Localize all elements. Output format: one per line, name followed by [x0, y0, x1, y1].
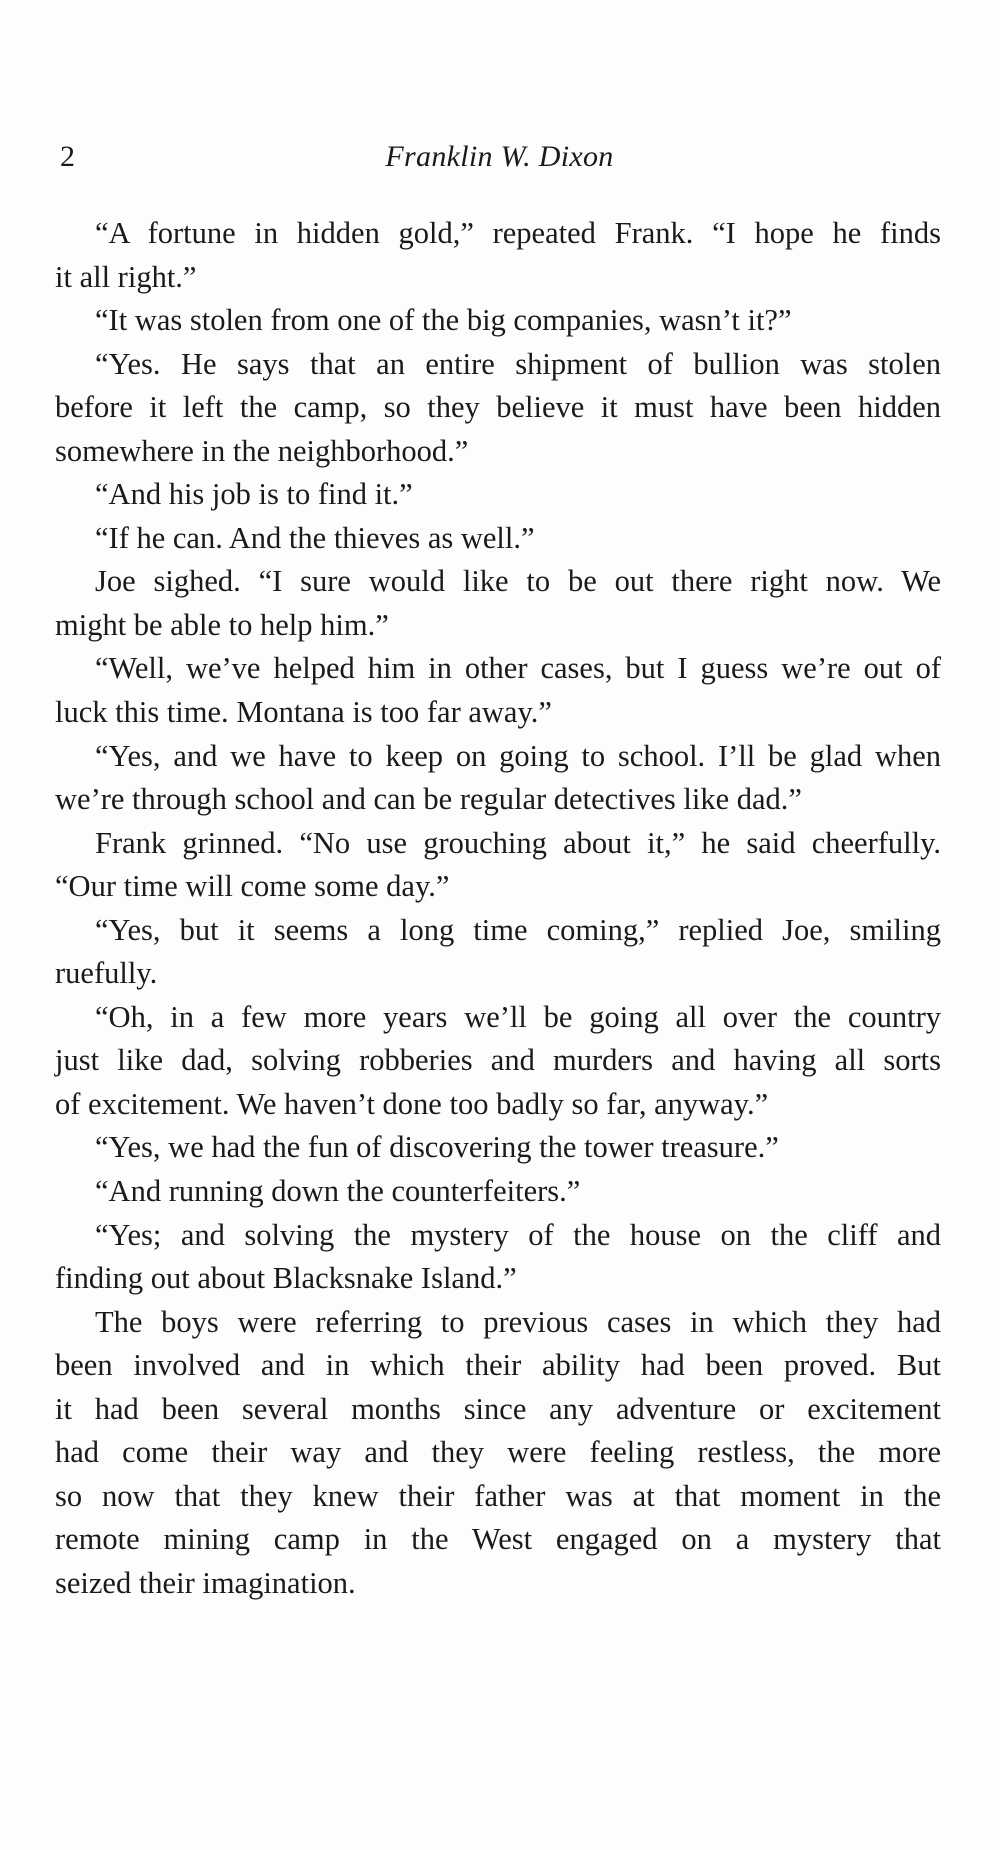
text-line: [55, 343, 941, 387]
text-line: [55, 473, 941, 517]
text-line: [55, 560, 941, 604]
text-line: [55, 1518, 941, 1562]
text-line: [55, 735, 941, 779]
text-line-content: finding out about Blacksnake Island.”: [55, 1261, 517, 1296]
text-line-content: “Yes, we had the fun of discovering the tower treasure.”: [95, 1130, 779, 1165]
text-line: [55, 778, 941, 822]
text-line: [55, 1388, 941, 1432]
text-line: [55, 996, 941, 1040]
text-line-content: had come their way and they were feeling restless, the more: [55, 1435, 941, 1470]
text-line: [55, 212, 941, 256]
text-line: [55, 691, 941, 735]
text-line-content: “Yes, but it seems a long time coming,” replied Joe, smiling: [95, 912, 941, 947]
text-line: [55, 386, 941, 430]
body-text: [55, 212, 941, 1606]
page-header: [57, 140, 942, 182]
text-line: [55, 1083, 941, 1127]
text-line: [55, 1431, 941, 1475]
page-number: 2: [60, 140, 75, 173]
text-line-content: “A fortune in hidden gold,” repeated Frank. “I hope he finds: [95, 216, 941, 250]
text-line-content: “And running down the counterfeiters.”: [95, 1174, 581, 1209]
text-line: [55, 822, 941, 866]
text-line-content: “And his job is to find it.”: [95, 477, 413, 512]
text-line-content: “Well, we’ve helped him in other cases, but I guess we’re out of: [95, 651, 941, 686]
text-line: [55, 430, 941, 474]
text-line-content: “It was stolen from one of the big companies, wasn’t it?”: [95, 303, 792, 338]
text-line-content: it had been several months since any adventure or excitement: [55, 1391, 941, 1426]
text-line-content: been involved and in which their ability had been proved. But: [55, 1348, 941, 1383]
text-line: [55, 1344, 941, 1388]
text-line-content: of excitement. We haven’t done too badly so far, anyway.”: [55, 1086, 769, 1121]
text-line-content: “Yes. He says that an entire shipment of bullion was stolen: [95, 346, 941, 381]
text-line-content: before it left the camp, so they believe it must have been hidden: [55, 390, 942, 425]
text-line-content: so now that they knew their father was at that moment in the: [55, 1478, 941, 1513]
text-line: [55, 1301, 941, 1345]
text-line-content: it all right.”: [55, 259, 197, 294]
text-line-content: “Our time will come some day.”: [55, 869, 450, 904]
text-line-content: might be able to help him.”: [55, 607, 389, 642]
text-line-content: just like dad, solving robberies and murders and having all sorts: [55, 1043, 941, 1078]
text-line: [55, 1126, 941, 1170]
running-header: Franklin W. Dixon: [385, 140, 614, 173]
text-line-content: Joe sighed. “I sure would like to be out there right now. We: [95, 564, 941, 599]
text-line-content: “Yes; and solving the mystery of the house on the cliff and: [95, 1217, 941, 1252]
text-line-content: luck this time. Montana is too far away.”: [55, 695, 552, 730]
text-line: [55, 517, 941, 561]
text-line: [55, 299, 941, 343]
text-line: [55, 1475, 941, 1519]
text-line-content: “If he can. And the thieves as well.”: [95, 520, 535, 555]
text-line: [55, 1562, 941, 1606]
text-line: [55, 1214, 941, 1258]
text-line-content: we’re through school and can be regular detectives like dad.”: [55, 782, 802, 817]
text-line-content: “Yes, and we have to keep on going to school. I’ll be glad when: [95, 738, 941, 773]
text-line-content: remote mining camp in the West engaged on a mystery that: [55, 1522, 941, 1557]
text-line-content: seized their imagination.: [55, 1565, 356, 1600]
text-line: [55, 1257, 941, 1301]
text-line: [55, 952, 941, 996]
text-line-content: “Oh, in a few more years we’ll be going all over the country: [95, 999, 941, 1034]
text-line-content: The boys were referring to previous cases in which they had: [95, 1304, 941, 1339]
text-line: [55, 1039, 941, 1083]
text-line-content: Frank grinned. “No use grouching about it,” he said cheerfully.: [95, 825, 941, 860]
text-line: [55, 604, 941, 648]
text-line: [55, 865, 941, 909]
text-line-content: ruefully.: [55, 956, 158, 991]
text-line: [55, 909, 941, 953]
text-line: [55, 1170, 941, 1214]
text-line-content: somewhere in the neighborhood.”: [55, 433, 469, 468]
text-line: [55, 647, 941, 691]
text-line: [55, 256, 941, 300]
